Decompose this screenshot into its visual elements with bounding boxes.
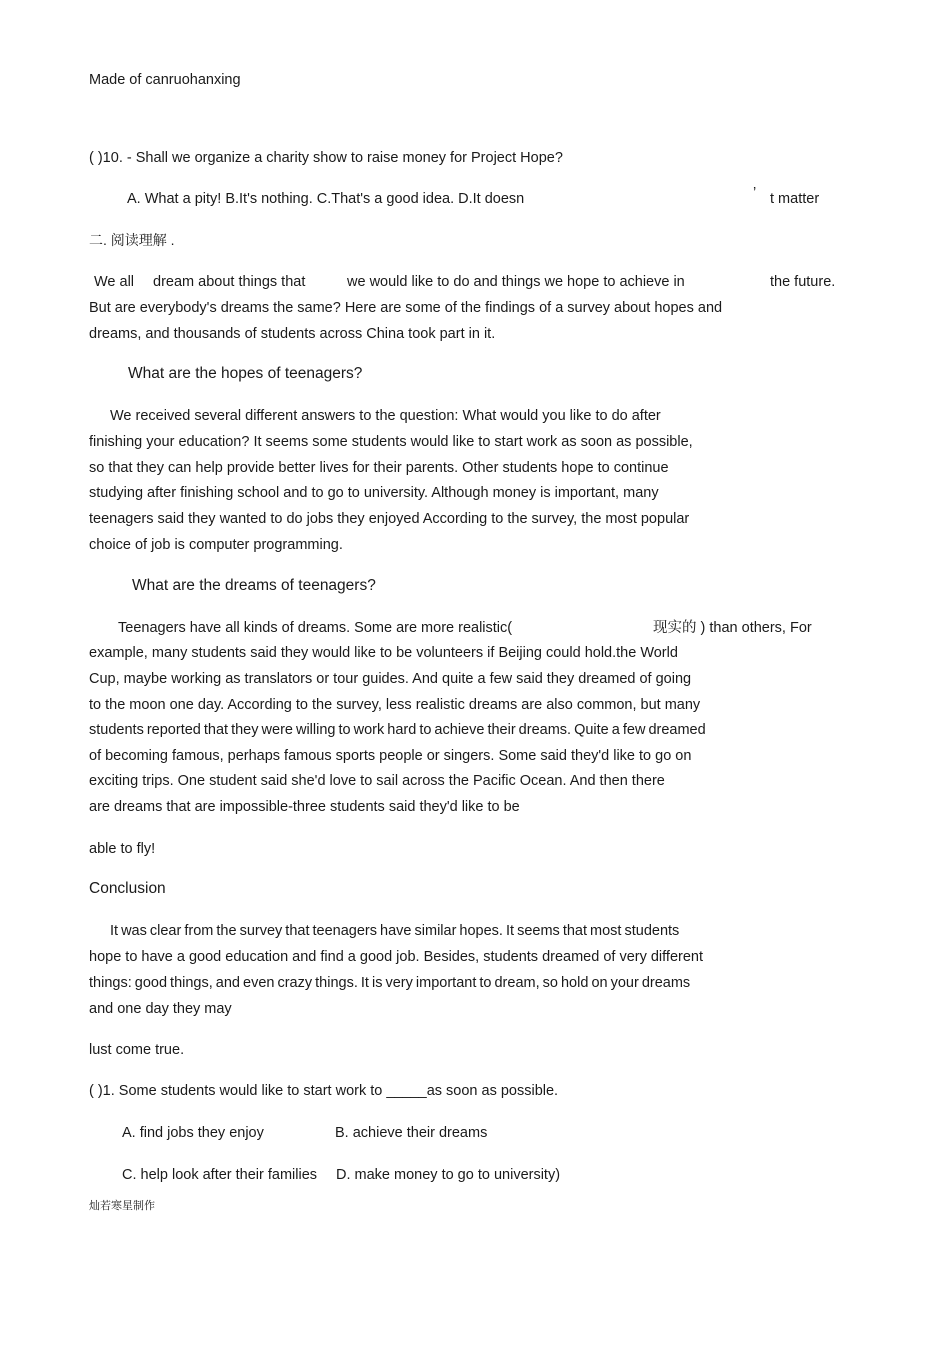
dreams-line: example, many students said they would like to be volunteers if Beijing could hold.the World [89, 645, 678, 661]
question-10-apostrophe: ’ [753, 185, 757, 201]
header-note: Made of canruohanxing [89, 72, 241, 88]
conclusion-line-4: and one day they may [89, 1001, 232, 1017]
intro-line-1c: we would like to do and things we hope to achieve in [347, 274, 685, 290]
intro-line-1b: dream about things that [153, 274, 306, 290]
hopes-line: choice of job is computer programming. [89, 537, 343, 553]
dreams-line: are dreams that are impossible-three students said they'd like to be [89, 799, 520, 815]
question-1-stem: ( )1. Some students would like to start work to _____as soon as possible. [89, 1083, 559, 1099]
intro-line-1a: We all [94, 274, 135, 290]
question-10-options: A. What a pity! B.It's nothing. C.That's a good idea. D.It doesn [127, 191, 525, 207]
dreams-line-1a: Teenagers have all kinds of dreams. Some are more realistic( [118, 620, 513, 636]
question-1-option-b: B. achieve their dreams [335, 1125, 488, 1141]
intro-line-1d: the future. [770, 274, 836, 290]
conclusion-tail: lust come true. [89, 1042, 185, 1058]
dreams-line: exciting trips. One student said she'd love to sail across the Pacific Ocean. And then there [89, 773, 665, 789]
hopes-line: studying after finishing school and to go to university. Although money is important, many [89, 485, 659, 501]
dreams-line: students reported that they were willing to work hard to achieve their dreams. Quite a few dreamed [89, 722, 706, 738]
footer-note: 灿若寒星制作 [89, 1200, 155, 1212]
intro-line-2: But are everybody's dreams the same? Here are some of the findings of a survey about hopes and [89, 300, 723, 316]
hopes-line: teenagers said they wanted to do jobs they enjoyed According to the survey, the most popular [89, 511, 690, 527]
hopes-heading: What are the hopes of teenagers? [128, 365, 363, 382]
intro-line-3: dreams, and thousands of students across China took part in it. [89, 326, 496, 342]
hopes-line: We received several different answers to the question: What would you like to do after [110, 408, 661, 424]
dreams-line-1b: 现实的 ) than others, For [653, 620, 812, 636]
question-10-stem: ( )10. - Shall we organize a charity show to raise money for Project Hope? [89, 150, 563, 166]
section-2-title: 二. 阅读理解 . [89, 232, 175, 248]
conclusion-line-2: hope to have a good education and find a good job. Besides, students dreamed of very different [89, 949, 703, 965]
question-1-option-c: C. help look after their families [122, 1167, 318, 1183]
question-1-option-d: D. make money to go to university) [336, 1167, 561, 1183]
dreams-tail: able to fly! [89, 841, 156, 857]
conclusion-line-1: It was clear from the survey that teenagers have similar hopes. It seems that most students [110, 923, 680, 939]
conclusion-line-3: things: good things, and even crazy things. It is very important to dream, so hold on your dreams [89, 975, 691, 991]
dreams-line: Cup, maybe working as translators or tour guides. And quite a few said they dreamed of going [89, 671, 692, 687]
dreams-line: of becoming famous, perhaps famous sports people or singers. Some said they'd like to go on [89, 748, 692, 764]
hopes-line: so that they can help provide better lives for their parents. Other students hope to continue [89, 460, 669, 476]
question-1-option-a: A. find jobs they enjoy [122, 1125, 264, 1141]
dreams-line: to the moon one day. According to the survey, less realistic dreams are also common, but many [89, 697, 701, 713]
question-10-options-end: t matter [770, 191, 820, 207]
hopes-line: finishing your education? It seems some students would like to start work as soon as possible, [89, 434, 693, 450]
dreams-heading: What are the dreams of teenagers? [132, 577, 376, 594]
conclusion-heading: Conclusion [89, 880, 166, 897]
